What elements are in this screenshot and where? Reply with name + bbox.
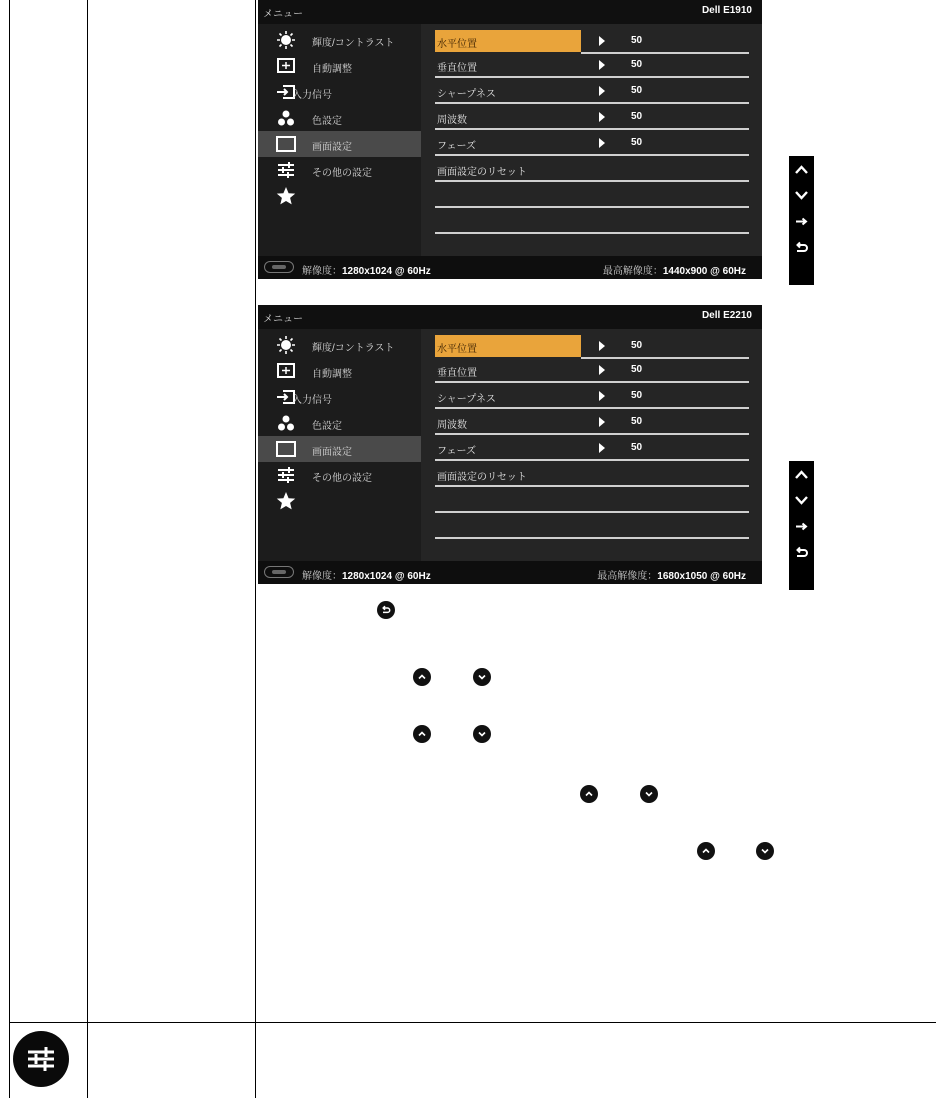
play-arrow-icon [599, 138, 605, 148]
table-border-col2 [255, 0, 256, 1098]
osd-title-bar [258, 0, 762, 24]
setting-label: 周波数 [437, 115, 467, 126]
setting-row-frequency[interactable] [435, 409, 749, 435]
table-border-col1 [87, 0, 88, 1098]
up-icon [580, 785, 598, 803]
menu-item-label: 画面設定 [312, 447, 352, 458]
vga-connector-icon [264, 566, 294, 578]
play-arrow-icon [599, 36, 605, 46]
play-arrow-icon [599, 365, 605, 375]
monitor-button-strip [789, 461, 814, 590]
setting-label: 画面設定のリセット [437, 167, 527, 178]
back-button[interactable] [789, 234, 814, 260]
menu-item-brightness-contrast[interactable] [258, 27, 421, 53]
display-settings-icon [274, 134, 298, 154]
menu-item-label: 輝度/コントラスト [312, 38, 395, 49]
down-icon [640, 785, 658, 803]
menu-item-brightness-contrast[interactable] [258, 332, 421, 358]
setting-value: 50 [631, 416, 643, 427]
menu-item-label: その他の設定 [312, 473, 372, 484]
max-resolution: 最高解像度：1680x1050 @ 60Hz [597, 571, 746, 582]
down-icon [473, 668, 491, 686]
setting-label: 周波数 [437, 420, 467, 431]
enter-icon [794, 519, 809, 534]
setting-label: 水平位置 [437, 39, 477, 50]
setting-label: 垂直位置 [437, 368, 477, 379]
setting-row-empty [435, 182, 749, 208]
osd-screen-e2210 [258, 305, 762, 584]
setting-label: 画面設定のリセット [437, 472, 527, 483]
menu-item-other-settings[interactable] [258, 157, 421, 183]
play-arrow-icon [599, 417, 605, 427]
brightness-icon [274, 30, 298, 50]
other-settings-icon [274, 160, 298, 180]
back-icon [794, 240, 809, 255]
play-arrow-icon [599, 86, 605, 96]
menu-item-auto-adjust[interactable] [258, 358, 421, 384]
brightness-icon [274, 335, 298, 355]
setting-row-phase[interactable] [435, 435, 749, 461]
setting-row-empty [435, 487, 749, 513]
up-icon [697, 842, 715, 860]
up-icon [794, 162, 809, 177]
menu-item-color-settings[interactable] [258, 410, 421, 436]
menu-item-label: 輝度/コントラスト [312, 343, 395, 354]
menu-item-auto-adjust[interactable] [258, 53, 421, 79]
osd-title-bar [258, 305, 762, 329]
setting-value: 50 [631, 35, 643, 46]
setting-row-empty [435, 208, 749, 234]
setting-label: シャープネス [437, 394, 496, 405]
back-icon [377, 601, 395, 619]
table-row-divider [9, 1022, 936, 1023]
osd-menu-title: メニュー [263, 314, 303, 325]
color-settings-icon [274, 108, 298, 128]
menu-item-label: 色設定 [312, 421, 342, 432]
osd-menu-list [258, 24, 421, 256]
osd-status-bar [258, 561, 762, 584]
auto-adjust-icon [274, 361, 298, 381]
osd-menu-list [258, 329, 421, 561]
table-border-left [9, 0, 10, 1098]
setting-value: 50 [631, 390, 643, 401]
up-button[interactable] [789, 156, 814, 182]
osd-menu-title: メニュー [263, 9, 303, 20]
setting-row-v-position[interactable] [435, 357, 749, 383]
enter-button[interactable] [789, 513, 814, 539]
color-settings-icon [274, 413, 298, 433]
back-icon [794, 545, 809, 560]
back-button[interactable] [789, 539, 814, 565]
menu-item-label: 自動調整 [312, 64, 352, 75]
setting-row-reset[interactable] [435, 156, 749, 182]
star-icon [274, 186, 298, 206]
menu-item-display-settings[interactable] [258, 436, 421, 462]
menu-item-label: 入力信号 [292, 395, 332, 406]
menu-item-display-settings[interactable] [258, 131, 421, 157]
up-icon [413, 725, 431, 743]
down-icon [794, 188, 809, 203]
setting-value: 50 [631, 111, 643, 122]
setting-row-empty [435, 513, 749, 539]
setting-row-v-position[interactable] [435, 52, 749, 78]
play-arrow-icon [599, 60, 605, 70]
setting-value: 50 [631, 364, 643, 375]
down-button[interactable] [789, 182, 814, 208]
current-resolution: 解像度：1280x1024 @ 60Hz [302, 571, 431, 582]
row-divider [435, 232, 749, 234]
other-settings-icon [274, 465, 298, 485]
play-arrow-icon [599, 391, 605, 401]
osd-status-bar [258, 256, 762, 279]
setting-row-h-position[interactable] [435, 28, 749, 54]
down-icon [794, 493, 809, 508]
current-resolution: 解像度：1280x1024 @ 60Hz [302, 266, 431, 277]
setting-row-frequency[interactable] [435, 104, 749, 130]
setting-label: フェーズ [437, 446, 476, 457]
up-button[interactable] [789, 461, 814, 487]
down-button[interactable] [789, 487, 814, 513]
menu-item-personalize[interactable] [258, 183, 421, 209]
osd-model-name: Dell E2210 [701, 310, 752, 321]
monitor-button-strip [789, 156, 814, 285]
menu-item-label: その他の設定 [312, 168, 372, 179]
setting-label: シャープネス [437, 89, 496, 100]
display-settings-icon [274, 439, 298, 459]
play-arrow-icon [599, 443, 605, 453]
setting-label: 垂直位置 [437, 63, 477, 74]
max-resolution: 最高解像度：1440x900 @ 60Hz [602, 266, 746, 277]
other-settings-icon [13, 1031, 69, 1087]
setting-row-phase[interactable] [435, 130, 749, 156]
setting-row-sharpness[interactable] [435, 78, 749, 104]
menu-item-label: 自動調整 [312, 369, 352, 380]
menu-item-label: 画面設定 [312, 142, 352, 153]
enter-icon [794, 214, 809, 229]
osd-screen-e1910 [258, 0, 762, 279]
setting-label: フェーズ [437, 141, 476, 152]
setting-row-reset[interactable] [435, 461, 749, 487]
play-arrow-icon [599, 341, 605, 351]
play-arrow-icon [599, 112, 605, 122]
star-icon [274, 491, 298, 511]
setting-value: 50 [631, 85, 643, 96]
setting-value: 50 [631, 442, 643, 453]
menu-item-label: 色設定 [312, 116, 342, 127]
setting-value: 50 [631, 137, 643, 148]
enter-button[interactable] [789, 208, 814, 234]
menu-item-label: 入力信号 [292, 90, 332, 101]
menu-item-color-settings[interactable] [258, 105, 421, 131]
setting-value: 50 [631, 59, 643, 70]
setting-row-sharpness[interactable] [435, 383, 749, 409]
down-icon [473, 725, 491, 743]
up-icon [794, 467, 809, 482]
osd-model-name: Dell E1910 [701, 5, 752, 16]
vga-connector-icon [264, 261, 294, 273]
menu-item-other-settings[interactable] [258, 462, 421, 488]
menu-item-input-source[interactable] [258, 384, 421, 410]
menu-item-personalize[interactable] [258, 488, 421, 514]
menu-item-input-source[interactable] [258, 79, 421, 105]
up-icon [413, 668, 431, 686]
setting-label: 水平位置 [437, 344, 477, 355]
auto-adjust-icon [274, 56, 298, 76]
row-divider [435, 537, 749, 539]
setting-row-h-position[interactable] [435, 333, 749, 359]
down-icon [756, 842, 774, 860]
setting-value: 50 [631, 340, 643, 351]
